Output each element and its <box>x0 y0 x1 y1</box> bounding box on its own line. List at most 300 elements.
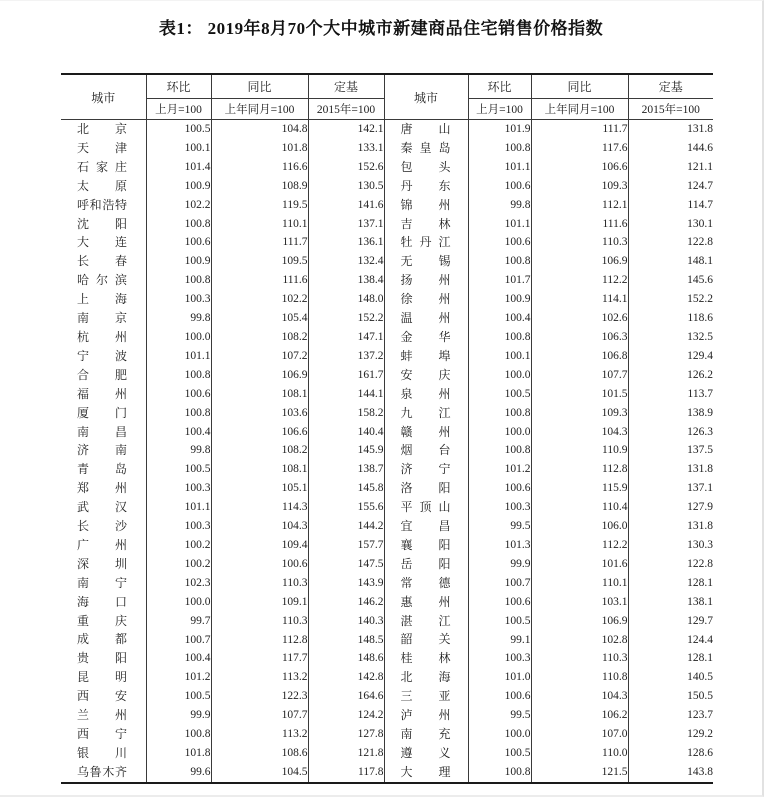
yoy-value-left: 109.4 <box>211 536 308 555</box>
header-city-right: 城市 <box>384 74 468 120</box>
city-name: 太原 <box>77 178 127 193</box>
city-cell-right <box>384 233 468 252</box>
table-row <box>61 252 713 271</box>
city-name: 南京 <box>77 311 127 326</box>
yoy-value-left: 104.8 <box>211 120 308 139</box>
mom-value-left: 100.6 <box>146 385 211 404</box>
yoy-value-right: 111.7 <box>531 120 628 139</box>
fixed-value-left: 152.2 <box>308 309 384 328</box>
city-name: 济南 <box>77 443 127 458</box>
mom-value-left: 100.5 <box>146 120 211 139</box>
fixed-value-left: 143.9 <box>308 574 384 593</box>
table-row <box>61 120 713 139</box>
mom-value-left: 100.3 <box>146 479 211 498</box>
yoy-value-left: 106.6 <box>211 423 308 442</box>
mom-value-right: 100.6 <box>468 479 531 498</box>
fixed-value-right: 148.1 <box>687 255 713 268</box>
city-cell-right <box>384 120 468 139</box>
yoy-value-left: 119.5 <box>211 196 308 215</box>
yoy-value-left: 111.7 <box>211 233 308 252</box>
table-row <box>61 763 713 783</box>
table-row <box>61 574 713 593</box>
city-cell-right <box>384 158 468 177</box>
mom-value-right: 100.6 <box>468 177 531 196</box>
fixed-value-left: 142.8 <box>308 668 384 687</box>
fixed-value-left: 141.6 <box>308 196 384 215</box>
fixed-value-right: 130.3 <box>687 538 713 551</box>
yoy-value-right: 121.5 <box>531 763 628 783</box>
yoy-value-right: 110.4 <box>531 498 628 517</box>
mom-value-left: 100.3 <box>146 517 211 536</box>
city-name: 烟台 <box>400 443 451 458</box>
yoy-value-right: 106.9 <box>531 252 628 271</box>
yoy-value-right: 112.2 <box>531 271 628 290</box>
table-row <box>61 536 713 555</box>
mom-value-right: 99.5 <box>468 517 531 536</box>
city-name: 杭州 <box>77 329 127 344</box>
yoy-value-right: 109.3 <box>531 404 628 423</box>
city-name: 兰州 <box>77 708 127 723</box>
city-cell-right <box>384 215 468 234</box>
fixed-value-left: 147.1 <box>308 328 384 347</box>
mom-value-right: 101.1 <box>468 158 531 177</box>
table-row <box>61 517 713 536</box>
yoy-value-right: 112.8 <box>531 460 628 479</box>
fixed-value-right: 129.2 <box>687 728 713 741</box>
yoy-value-left: 107.2 <box>211 347 308 366</box>
header-city-left: 城市 <box>61 74 146 120</box>
fixed-value-right: 128.1 <box>687 652 713 665</box>
table-row <box>61 309 713 328</box>
city-name: 岳阳 <box>400 556 451 571</box>
city-name: 海口 <box>77 594 127 609</box>
city-cell-left <box>61 555 146 574</box>
table-row <box>61 215 713 234</box>
fixed-value-right: 131.8 <box>687 123 713 136</box>
city-name: 重庆 <box>77 613 127 628</box>
yoy-value-left: 112.8 <box>211 630 308 649</box>
header-fixed-right: 定基 <box>628 74 713 99</box>
fixed-value-right: 118.6 <box>687 312 713 325</box>
fixed-value-left: 164.6 <box>308 687 384 706</box>
table-row <box>61 687 713 706</box>
table-row <box>61 668 713 687</box>
city-name: 扬州 <box>400 273 451 288</box>
city-name: 西安 <box>77 689 127 704</box>
table-row <box>61 555 713 574</box>
yoy-value-right: 106.3 <box>531 328 628 347</box>
city-name: 南宁 <box>77 575 127 590</box>
fixed-value-right: 122.8 <box>687 557 713 570</box>
mom-value-right: 100.3 <box>468 649 531 668</box>
yoy-value-left: 108.9 <box>211 177 308 196</box>
city-cell-left <box>61 366 146 385</box>
mom-value-right: 101.0 <box>468 668 531 687</box>
city-name: 牡丹江 <box>400 235 451 250</box>
fixed-value-right: 124.4 <box>687 633 713 646</box>
city-name: 湛江 <box>400 613 451 628</box>
mom-value-left: 101.8 <box>146 744 211 763</box>
fixed-value-left: 137.2 <box>308 347 384 366</box>
mom-value-left: 100.0 <box>146 593 211 612</box>
city-cell-right <box>384 498 468 517</box>
yoy-value-right: 104.3 <box>531 423 628 442</box>
city-name: 武汉 <box>77 500 127 515</box>
mom-value-right: 100.5 <box>468 385 531 404</box>
city-name: 安庆 <box>400 367 451 382</box>
city-cell-right <box>384 536 468 555</box>
city-cell-right <box>384 649 468 668</box>
header-mom-right: 环比 <box>468 74 531 99</box>
table-row <box>61 744 713 763</box>
city-cell-right <box>384 309 468 328</box>
city-name: 宁波 <box>77 348 127 363</box>
city-cell-left <box>61 233 146 252</box>
fixed-value-right: 123.7 <box>687 709 713 722</box>
city-name: 成都 <box>77 632 127 647</box>
table-row <box>61 196 713 215</box>
mom-value-right: 101.2 <box>468 460 531 479</box>
yoy-value-right: 109.3 <box>531 177 628 196</box>
city-cell-left <box>61 574 146 593</box>
header-yoy-right: 同比 <box>531 74 628 99</box>
fixed-value-left: 147.5 <box>308 555 384 574</box>
fixed-value-left: 132.4 <box>308 252 384 271</box>
mom-value-right: 100.5 <box>468 612 531 631</box>
yoy-value-right: 110.8 <box>531 668 628 687</box>
city-cell-left <box>61 309 146 328</box>
fixed-value-right: 131.8 <box>687 463 713 476</box>
city-cell-right <box>384 706 468 725</box>
price-index-table <box>61 73 713 784</box>
fixed-value-right: 121.1 <box>687 160 713 173</box>
yoy-value-right: 106.6 <box>531 158 628 177</box>
mom-value-right: 100.8 <box>468 252 531 271</box>
city-cell-left <box>61 725 146 744</box>
city-cell-right <box>384 612 468 631</box>
city-cell-left <box>61 441 146 460</box>
yoy-value-left: 104.3 <box>211 517 308 536</box>
yoy-value-left: 103.6 <box>211 404 308 423</box>
city-name: 济宁 <box>400 462 451 477</box>
fixed-value-left: 137.1 <box>308 215 384 234</box>
city-cell-left <box>61 649 146 668</box>
city-cell-right <box>384 763 468 783</box>
yoy-value-left: 110.1 <box>211 215 308 234</box>
fixed-value-right: 140.5 <box>687 671 713 684</box>
city-cell-left <box>61 423 146 442</box>
yoy-value-right: 106.2 <box>531 706 628 725</box>
mom-value-left: 100.8 <box>146 404 211 423</box>
city-cell-left <box>61 498 146 517</box>
city-cell-left <box>61 215 146 234</box>
table-row <box>61 347 713 366</box>
mom-value-left: 100.8 <box>146 271 211 290</box>
fixed-value-left: 142.1 <box>308 120 384 139</box>
yoy-value-right: 101.5 <box>531 385 628 404</box>
mom-value-left: 100.8 <box>146 215 211 234</box>
city-cell-left <box>61 668 146 687</box>
subheader-fixed-base-right: 2015年=100 <box>628 99 713 120</box>
city-cell-left <box>61 479 146 498</box>
city-name: 常德 <box>400 575 451 590</box>
city-name: 北海 <box>400 670 451 685</box>
city-name: 合肥 <box>77 367 127 382</box>
city-name: 贵阳 <box>77 651 127 666</box>
header-yoy-left: 同比 <box>211 74 308 99</box>
mom-value-left: 100.6 <box>146 233 211 252</box>
table-row <box>61 479 713 498</box>
mom-value-right: 100.8 <box>468 763 531 783</box>
fixed-value-left: 138.4 <box>308 271 384 290</box>
yoy-value-right: 115.9 <box>531 479 628 498</box>
fixed-value-right: 132.5 <box>687 331 713 343</box>
yoy-value-left: 113.2 <box>211 725 308 744</box>
city-name: 长沙 <box>77 519 127 534</box>
city-name: 沈阳 <box>77 216 127 231</box>
city-cell-left <box>61 744 146 763</box>
fixed-value-right: 128.1 <box>687 576 713 589</box>
city-name: 宜昌 <box>400 519 451 534</box>
city-cell-right <box>384 555 468 574</box>
yoy-value-left: 100.6 <box>211 555 308 574</box>
mom-value-left: 99.8 <box>146 309 211 328</box>
city-cell-right <box>384 423 468 442</box>
city-name: 银川 <box>77 745 127 760</box>
mom-value-left: 100.2 <box>146 536 211 555</box>
table-row <box>61 498 713 517</box>
subheader-mom-base-right: 上月=100 <box>468 99 531 120</box>
city-name: 无锡 <box>400 254 451 269</box>
table-row <box>61 593 713 612</box>
mom-value-left: 100.9 <box>146 177 211 196</box>
table-row <box>61 441 713 460</box>
yoy-value-left: 113.2 <box>211 668 308 687</box>
yoy-value-right: 111.6 <box>531 215 628 234</box>
city-cell-left <box>61 158 146 177</box>
fixed-value-left: 140.4 <box>308 423 384 442</box>
mom-value-right: 99.5 <box>468 706 531 725</box>
fixed-value-right: 128.6 <box>687 746 713 759</box>
city-name: 韶关 <box>400 632 451 647</box>
fixed-value-right: 138.1 <box>687 595 713 608</box>
city-cell-right <box>384 366 468 385</box>
header-mom-left: 环比 <box>146 74 211 99</box>
yoy-value-right: 110.3 <box>531 233 628 252</box>
mom-value-right: 100.6 <box>468 687 531 706</box>
yoy-value-right: 103.1 <box>531 593 628 612</box>
mom-value-left: 100.5 <box>146 460 211 479</box>
mom-value-right: 100.5 <box>468 744 531 763</box>
city-cell-left <box>61 517 146 536</box>
city-name: 呼和浩特 <box>77 197 127 212</box>
city-name: 丹东 <box>400 178 451 193</box>
city-cell-right <box>384 479 468 498</box>
yoy-value-left: 105.4 <box>211 309 308 328</box>
city-name: 泉州 <box>400 386 451 401</box>
yoy-value-right: 112.2 <box>531 536 628 555</box>
city-name: 南充 <box>400 727 451 741</box>
city-cell-left <box>61 328 146 347</box>
mom-value-right: 100.6 <box>468 593 531 612</box>
city-cell-right <box>384 441 468 460</box>
city-cell-right <box>384 139 468 158</box>
city-cell-right <box>384 687 468 706</box>
city-name: 襄阳 <box>400 537 451 552</box>
city-cell-left <box>61 177 146 196</box>
city-cell-left <box>61 385 146 404</box>
mom-value-right: 100.8 <box>468 328 531 347</box>
fixed-value-left: 138.7 <box>308 460 384 479</box>
table-row <box>61 612 713 631</box>
mom-value-right: 100.8 <box>468 139 531 158</box>
table-row <box>61 290 713 309</box>
table-row <box>61 158 713 177</box>
table-row <box>61 649 713 668</box>
subheader-mom-base-left: 上月=100 <box>146 99 211 120</box>
mom-value-right: 100.0 <box>468 423 531 442</box>
subheader-yoy-base-right: 上年同月=100 <box>531 99 628 120</box>
city-name: 蚌埠 <box>400 348 451 363</box>
city-name: 深圳 <box>77 556 127 571</box>
table-row <box>61 177 713 196</box>
fixed-value-left: 145.9 <box>308 441 384 460</box>
fixed-value-left: 130.5 <box>308 177 384 196</box>
table-row <box>61 423 713 442</box>
city-cell-right <box>384 574 468 593</box>
city-name: 三亚 <box>400 689 451 704</box>
city-cell-right <box>384 668 468 687</box>
city-cell-right <box>384 593 468 612</box>
city-cell-right <box>384 385 468 404</box>
city-name: 包头 <box>400 159 451 174</box>
mom-value-right: 100.6 <box>468 233 531 252</box>
mom-value-left: 101.1 <box>146 498 211 517</box>
yoy-value-left: 107.7 <box>211 706 308 725</box>
table-body <box>61 120 713 783</box>
city-name: 徐州 <box>400 292 451 307</box>
yoy-value-left: 102.2 <box>211 290 308 309</box>
table-row <box>61 404 713 423</box>
city-name: 南昌 <box>77 424 127 439</box>
table-row <box>61 366 713 385</box>
city-name: 洛阳 <box>400 481 451 496</box>
mom-value-left: 100.2 <box>146 555 211 574</box>
city-cell-left <box>61 630 146 649</box>
mom-value-right: 99.1 <box>468 630 531 649</box>
mom-value-left: 101.4 <box>146 158 211 177</box>
city-name: 锦州 <box>400 197 451 212</box>
city-name: 温州 <box>400 311 451 326</box>
mom-value-left: 100.7 <box>146 630 211 649</box>
yoy-value-left: 108.2 <box>211 328 308 347</box>
mom-value-left: 100.4 <box>146 649 211 668</box>
city-name: 北京 <box>77 122 127 136</box>
fixed-value-right: 150.5 <box>687 690 713 703</box>
city-name: 石家庄 <box>77 159 127 174</box>
mom-value-right: 101.1 <box>468 215 531 234</box>
city-cell-left <box>61 706 146 725</box>
yoy-value-right: 104.3 <box>531 687 628 706</box>
fixed-value-left: 158.2 <box>308 404 384 423</box>
city-cell-left <box>61 687 146 706</box>
fixed-value-right: 127.9 <box>687 501 713 514</box>
yoy-value-left: 108.2 <box>211 441 308 460</box>
subheader-fixed-base-left: 2015年=100 <box>308 99 384 120</box>
mom-value-right: 100.9 <box>468 290 531 309</box>
yoy-value-left: 108.1 <box>211 460 308 479</box>
city-cell-left <box>61 460 146 479</box>
city-cell-right <box>384 517 468 536</box>
mom-value-left: 100.8 <box>146 725 211 744</box>
subheader-yoy-base-left: 上年同月=100 <box>211 99 308 120</box>
city-name: 西宁 <box>77 727 127 741</box>
city-cell-right <box>384 177 468 196</box>
table-row <box>61 630 713 649</box>
fixed-value-right: 126.2 <box>687 368 713 381</box>
yoy-value-right: 110.3 <box>531 649 628 668</box>
yoy-value-right: 107.7 <box>531 366 628 385</box>
yoy-value-left: 116.6 <box>211 158 308 177</box>
fixed-value-left: 117.8 <box>308 763 384 783</box>
yoy-value-left: 117.7 <box>211 649 308 668</box>
mom-value-left: 99.6 <box>146 763 211 783</box>
city-cell-right <box>384 460 468 479</box>
yoy-value-right: 110.0 <box>531 744 628 763</box>
city-cell-right <box>384 347 468 366</box>
city-cell-right <box>384 196 468 215</box>
fixed-value-right: 138.9 <box>687 406 713 419</box>
city-cell-left <box>61 536 146 555</box>
fixed-value-right: 129.7 <box>687 614 713 627</box>
city-cell-right <box>384 252 468 271</box>
yoy-value-right: 117.6 <box>531 139 628 158</box>
city-name: 桂林 <box>400 651 451 666</box>
city-name: 厦门 <box>77 405 127 420</box>
table-row <box>61 725 713 744</box>
city-name: 哈尔滨 <box>77 273 127 288</box>
mom-value-left: 101.1 <box>146 347 211 366</box>
mom-value-left: 100.5 <box>146 687 211 706</box>
mom-value-left: 99.8 <box>146 441 211 460</box>
yoy-value-right: 114.1 <box>531 290 628 309</box>
city-cell-left <box>61 404 146 423</box>
fixed-value-left: 144.1 <box>308 385 384 404</box>
city-cell-left <box>61 612 146 631</box>
fixed-value-right: 131.8 <box>687 520 713 533</box>
table-row <box>61 271 713 290</box>
city-name: 平顶山 <box>400 500 451 515</box>
fixed-value-right: 152.2 <box>687 293 713 306</box>
city-name: 赣州 <box>400 424 451 439</box>
fixed-value-right: 124.7 <box>687 179 713 192</box>
city-name: 长春 <box>77 254 127 269</box>
table-row <box>61 328 713 347</box>
mom-value-right: 100.1 <box>468 347 531 366</box>
fixed-value-right: 137.5 <box>687 444 713 457</box>
city-cell-right <box>384 725 468 744</box>
city-cell-right <box>384 744 468 763</box>
yoy-value-left: 110.3 <box>211 612 308 631</box>
fixed-value-right: 129.4 <box>687 349 713 362</box>
yoy-value-right: 110.9 <box>531 441 628 460</box>
mom-value-left: 99.7 <box>146 612 211 631</box>
city-name: 上海 <box>77 292 127 307</box>
city-cell-left <box>61 347 146 366</box>
yoy-value-right: 102.6 <box>531 309 628 328</box>
table-header <box>61 74 713 120</box>
city-cell-right <box>384 271 468 290</box>
